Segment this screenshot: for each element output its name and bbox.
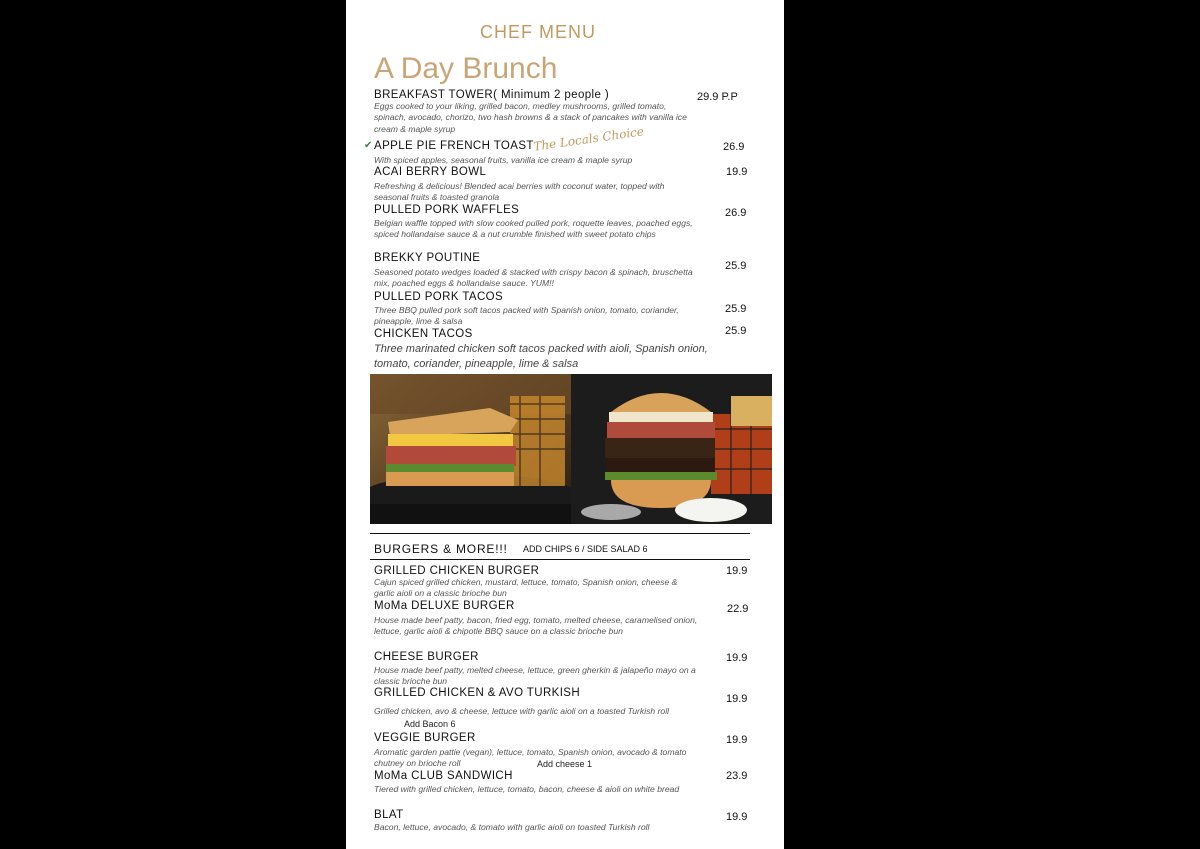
menu-item-price: 26.9 <box>723 141 745 153</box>
burgers-title: BURGERS & MORE!!! <box>374 542 508 556</box>
menu-item-price: 19.9 <box>726 166 748 178</box>
menu-item-name: BLAT <box>374 809 404 821</box>
menu-item-price: 22.9 <box>727 603 749 615</box>
brunch-title: A Day Brunch <box>374 52 558 85</box>
burgers-extras: ADD CHIPS 6 / SIDE SALAD 6 <box>523 544 648 554</box>
menu-item-description: Bacon, lettuce, avocado, & tomato with garlic aioli on toasted Turkish roll <box>374 822 650 832</box>
menu-item-price: 19.9 <box>726 693 748 705</box>
menu-page <box>346 0 784 849</box>
menu-item-description: With spiced apples, seasonal fruits, vanilla ice cream & maple syrup <box>374 155 633 165</box>
menu-item-description: Seasoned potato wedges loaded & stacked with crispy bacon & spinach, bruschetta mix, poached eggs & hollandaise sauce. YUM!! <box>374 267 693 289</box>
menu-item-description: Tiered with grilled chicken, lettuce, tomato, bacon, cheese & aioli on white bread <box>374 784 680 794</box>
menu-item-description: Aromatic garden pattie (vegan), lettuce, tomato, Spanish onion, avocado & tomato chutney on brioche roll <box>374 747 687 769</box>
burger-photo <box>571 374 772 524</box>
divider <box>370 533 750 534</box>
menu-item-description: Belgian waffle topped with slow cooked pulled pork, roquette leaves, poached eggs, spiced hollandaise sauce & a nut crumble finished with sweet potato chips <box>374 218 693 240</box>
menu-item-name: MoMa CLUB SANDWICH <box>374 770 513 782</box>
menu-item-price: 25.9 <box>725 325 747 337</box>
menu-item-price: 25.9 <box>725 303 747 315</box>
menu-item-price: 19.9 <box>726 811 748 823</box>
menu-item-description: Three marinated chicken soft tacos packed with aioli, Spanish onion, tomato, coriander, pineapple, lime & salsa <box>374 343 708 370</box>
menu-item-price: 19.9 <box>726 565 748 577</box>
menu-item-name: VEGGIE BURGER <box>374 732 476 744</box>
menu-item-description: Cajun spiced grilled chicken, mustard, lettuce, tomato, Spanish onion, cheese & garlic aioli on a classic brioche bun <box>374 577 678 599</box>
menu-item-price: 26.9 <box>725 207 747 219</box>
menu-item-name: BREAKFAST TOWER( Minimum 2 people ) <box>374 89 610 101</box>
menu-item-price: 23.9 <box>726 770 748 782</box>
menu-item-description: Eggs cooked to your liking, grilled bacon, medley mushrooms, grilled tomato, spinach, avocado, chorizo, two hash browns & a stack of pancakes with vanilla ice cream & maple syrup <box>374 101 687 134</box>
checkmark-icon: ✔ <box>364 140 373 151</box>
menu-item-name: PULLED PORK TACOS <box>374 291 504 303</box>
menu-item-name: CHICKEN TACOS <box>374 328 473 340</box>
menu-header: CHEF MENU <box>480 22 596 42</box>
menu-item-name: GRILLED CHICKEN BURGER <box>374 565 540 577</box>
menu-item-name: BREKKY POUTINE <box>374 252 481 264</box>
menu-item-description: Grilled chicken, avo & cheese, lettuce with garlic aioli on a toasted Turkish roll <box>374 706 670 716</box>
menu-item-description: Refreshing & delicious! Blended acai berries with coconut water, topped with seasonal fruits & toasted granola <box>374 181 665 203</box>
menu-item-name: ACAI BERRY BOWL <box>374 166 487 178</box>
locals-choice-label: The Locals Choice <box>532 124 645 154</box>
menu-item-name: APPLE PIE FRENCH TOAST <box>374 140 534 152</box>
menu-item-description: House made beef patty, melted cheese, lettuce, green gherkin & jalapeño mayo on a classic brioche bun <box>374 665 696 687</box>
menu-item-name: MoMa DELUXE BURGER <box>374 600 515 612</box>
menu-item-name: GRILLED CHICKEN & AVO TURKISH <box>374 687 581 699</box>
club-sandwich-photo <box>370 374 571 524</box>
menu-item-description: House made beef patty, bacon, fried egg, tomato, melted cheese, caramelised onion, lettuce, garlic aioli & chipotle BBQ sauce on a classic brioche bun <box>374 615 698 637</box>
addon-label: Add cheese 1 <box>537 759 593 769</box>
menu-item-price: 19.9 <box>726 652 748 664</box>
menu-item-name: CHEESE BURGER <box>374 651 479 663</box>
addon-label: Add Bacon 6 <box>404 719 456 729</box>
menu-item-price: 29.9 P.P <box>697 91 738 103</box>
menu-item-price: 19.9 <box>726 734 748 746</box>
menu-item-description: Three BBQ pulled pork soft tacos packed with Spanish onion, tomato, coriander, pineapple, lime & salsa <box>374 305 679 327</box>
divider <box>370 559 750 560</box>
menu-item-price: 25.9 <box>725 260 747 272</box>
menu-item-name: PULLED PORK WAFFLES <box>374 204 520 216</box>
